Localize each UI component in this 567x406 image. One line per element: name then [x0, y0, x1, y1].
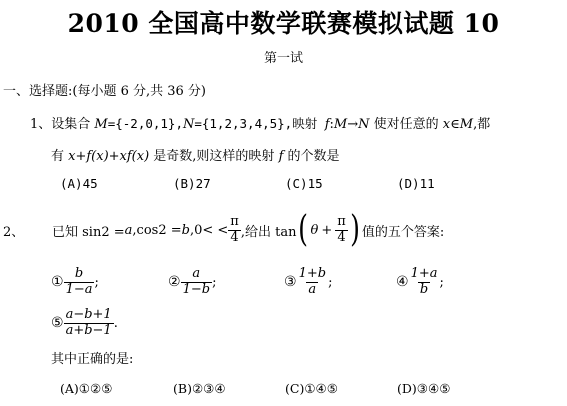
q1-set-m-value: ={-2,0,1},: [107, 116, 183, 131]
answer-3-denominator: a: [308, 281, 317, 297]
answer-2-end: ;: [212, 274, 217, 290]
answer-1: [51, 264, 99, 300]
answer-2-mark: ②: [168, 274, 181, 290]
answer-2-fraction: [181, 267, 213, 298]
q2-text-d: ,给出 tan: [240, 224, 297, 240]
answer-3-fraction: [297, 267, 329, 298]
q1-line1: [30, 113, 490, 132]
answer-1-numerator: b: [74, 265, 84, 281]
answer-3-end: ;: [328, 274, 333, 290]
answer-4-mark: ④: [396, 274, 409, 290]
q2-pi-b: π: [337, 213, 346, 229]
q1-set-m3: M: [459, 117, 474, 132]
q2-pi-over-4-b: [335, 215, 348, 246]
q2-var-a: a: [124, 222, 133, 238]
q2-option-c: (C)①④⑤: [285, 381, 338, 396]
q1-text-g: ,都: [473, 117, 491, 132]
answer-4: [396, 264, 444, 300]
q2-text-c: ,0< <: [189, 222, 229, 238]
q1-line2-a: 有: [51, 149, 69, 164]
answer-5-fraction: [64, 308, 114, 339]
q1-line2-b: 是奇数,则这样的映射: [149, 149, 279, 164]
q2-option-b: (B)②③④: [173, 381, 226, 396]
correct-prompt: 其中正确的是:: [51, 352, 134, 367]
q1-option-c: (C)15: [285, 176, 323, 191]
q1-in: ∈: [450, 117, 460, 132]
q1-set-n: N: [182, 117, 195, 132]
answer-1-fraction: [64, 267, 95, 298]
q2-four-b: 4: [337, 229, 346, 245]
answer-5: [51, 305, 118, 341]
answer-4-end: ;: [439, 274, 444, 290]
subtitle: 第一试: [263, 51, 303, 66]
page-title: 2010 全国高中数学联赛模拟试题 10: [67, 9, 500, 38]
q1-set-m: M: [94, 117, 108, 132]
answer-2-numerator: a: [192, 265, 201, 281]
q1-map-f: f: [324, 117, 330, 132]
q2-pi-over-4: [228, 215, 241, 246]
q2-text-a: 已知 sin2 =: [52, 224, 125, 240]
answer-5-denominator: a+b−1: [65, 322, 112, 338]
q1-line2-f: f: [278, 149, 284, 164]
q1-text-a: 1、设集合: [30, 117, 95, 132]
left-paren: (: [298, 209, 309, 250]
answer-1-denominator: 1−a: [65, 281, 93, 297]
q2-option-a: (A)①②⑤: [60, 381, 113, 396]
section-heading: 一、选择题:(每小题 6 分,共 36 分): [3, 84, 206, 99]
answer-2-denominator: 1−b: [182, 281, 211, 297]
answer-4-fraction: [409, 267, 440, 298]
q1-text-e: 使对任意的: [369, 117, 443, 132]
q2-theta: θ: [310, 222, 319, 238]
q1-option-d: (D)11: [397, 176, 435, 191]
answer-2: [168, 264, 216, 300]
q2-four: 4: [230, 229, 239, 245]
q1-expression: x+f(x)+xf(x): [68, 149, 150, 164]
q1-domain: M: [333, 117, 348, 132]
q2-text-b: ,cos2 =: [132, 222, 182, 238]
q2-pi: π: [230, 213, 239, 229]
q1-set-n-value: ={1,2,3,4,5},映射: [194, 116, 325, 131]
q2-option-d: (D)③④⑤: [397, 381, 451, 396]
answer-3-numerator: 1+b: [298, 265, 327, 281]
q1-option-a: (A)45: [60, 176, 98, 191]
answer-3: [284, 264, 332, 300]
answer-5-numerator: a−b+1: [65, 306, 112, 322]
answer-4-denominator: b: [419, 281, 429, 297]
answer-5-end: .: [113, 315, 118, 331]
answer-1-end: ;: [94, 274, 99, 290]
q1-arrow: →: [347, 117, 359, 132]
answer-1-mark: ①: [51, 274, 64, 290]
answer-5-mark: ⑤: [51, 315, 64, 331]
q1-option-b: (B)27: [173, 176, 211, 191]
q2-stem: [52, 210, 444, 250]
right-paren: ): [349, 209, 360, 250]
q2-text-e: 值的五个答案:: [361, 224, 445, 240]
answer-3-mark: ③: [284, 274, 297, 290]
q2-var-b: b: [181, 222, 190, 238]
q1-line2-c: 的个数是: [283, 149, 340, 164]
q1-colon: :: [329, 117, 334, 132]
q1-line2: [51, 145, 340, 164]
q2-number: 2、: [3, 225, 25, 240]
q2-plus: +: [321, 222, 333, 238]
answer-4-numerator: 1+a: [410, 265, 438, 281]
q1-codomain: N: [358, 117, 370, 132]
q1-var-x: x: [442, 117, 451, 132]
